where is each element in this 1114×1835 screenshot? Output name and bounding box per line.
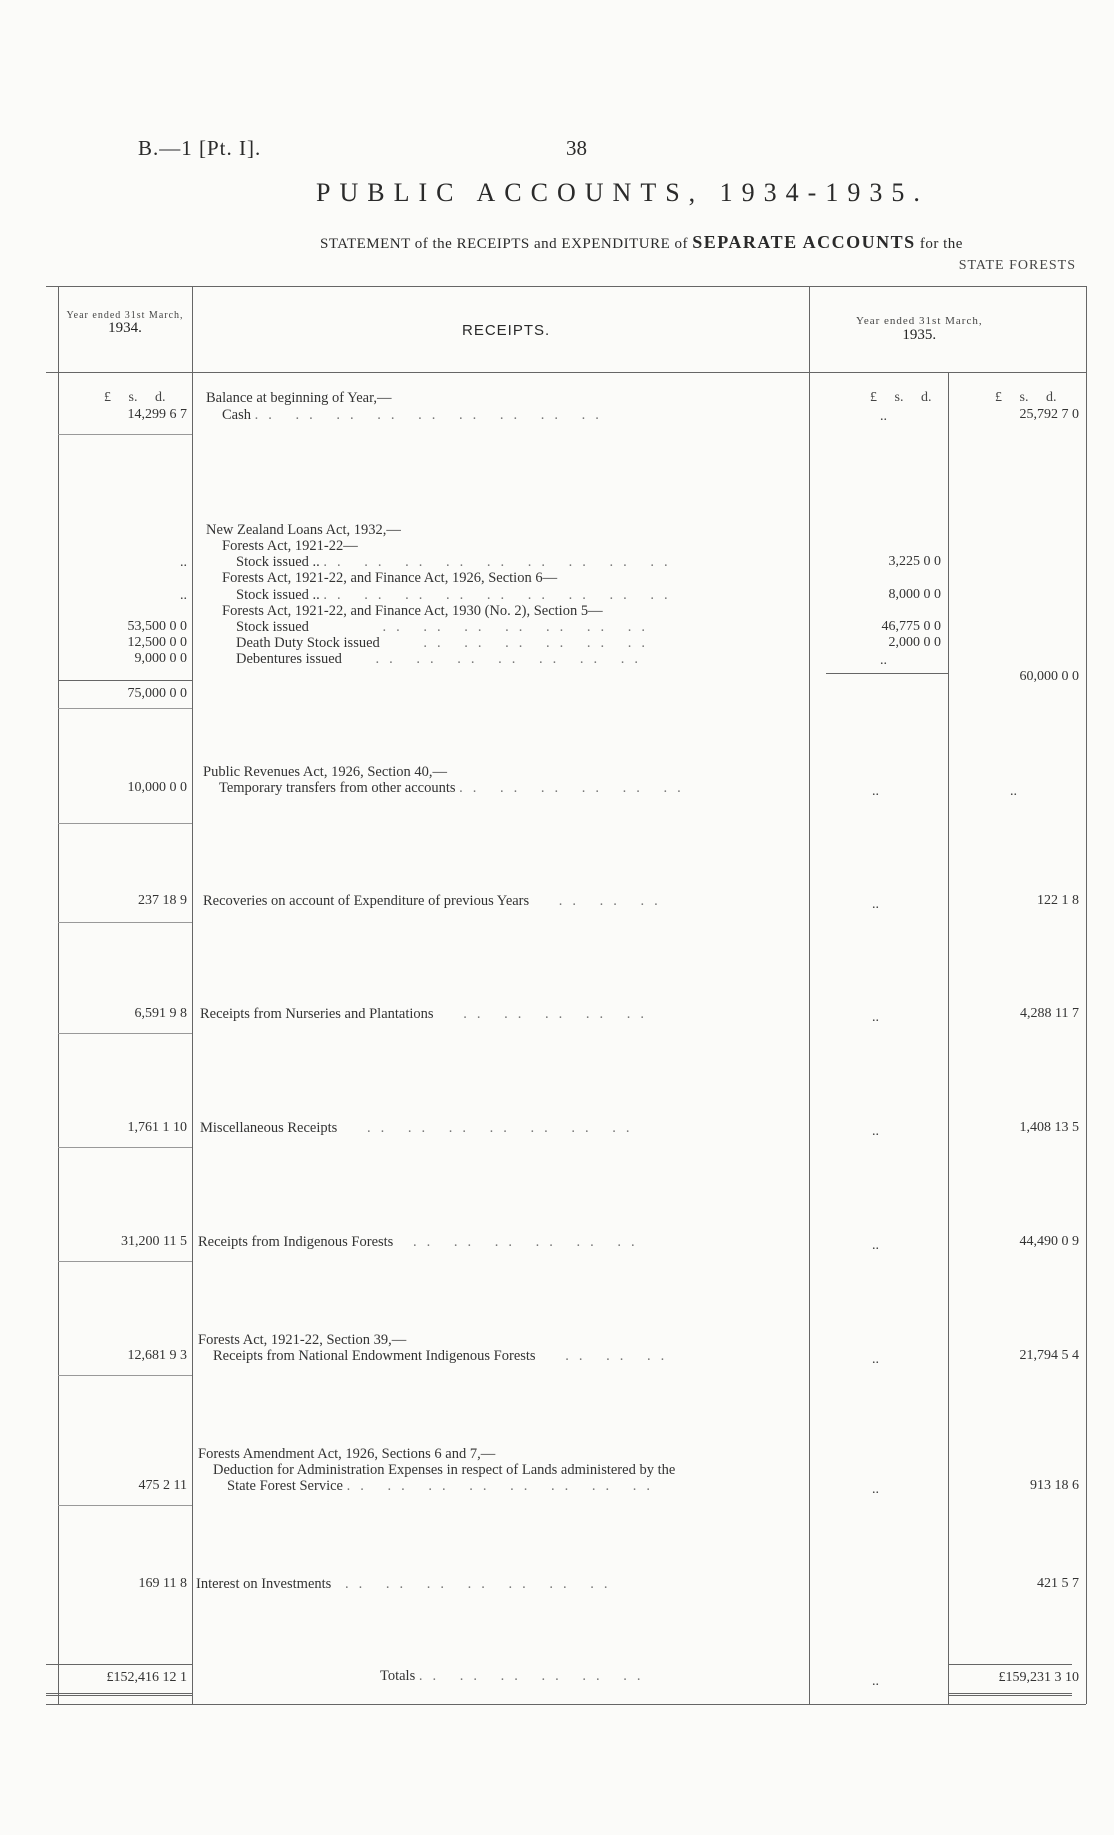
misc-line: Miscellaneous Receipts .. .. .. .. .. .. ..: [200, 1120, 640, 1136]
endowment-heading: Forests Act, 1921-22, Section 39,—: [198, 1332, 407, 1348]
loans-sub3-amount2: 2,000 0 0: [888, 635, 941, 650]
indigenous-rule: [58, 1261, 192, 1262]
public-revenues-line-label: Temporary transfers from other accounts: [219, 780, 456, 796]
loans-sub3-line1-label: Stock issued: [236, 619, 309, 635]
amendment-line1: Deduction for Administration Expenses in respect of Lands administered by the: [213, 1462, 676, 1478]
header-curr-year-value: 1935.: [902, 327, 937, 343]
table-top-rule: [46, 286, 1086, 287]
currency-heading-curr: £ s. d.: [995, 390, 1057, 405]
totals-line: Totals .. .. .. .. .. ..: [380, 1668, 651, 1684]
amendment-sub: ..: [872, 1482, 879, 1497]
header-prev-year-value: 1934.: [108, 320, 142, 336]
recoveries-rule: [58, 922, 192, 923]
table-bottom-rule: [46, 1704, 1086, 1705]
recoveries-line-label: Recoveries on account of Expenditure of previous Years: [203, 893, 530, 909]
loans-sub2-heading: Forests Act, 1921-22, and Finance Act, 1926, Section 6—: [222, 570, 558, 586]
col-rule-prev-year: [192, 286, 193, 1704]
header-bottom-rule: [46, 372, 1086, 373]
balance-line: Cash .. .. .. .. .. .. .. .. ..: [222, 407, 609, 423]
recoveries-curr: 122 1 8: [1037, 893, 1079, 908]
amendment-heading: Forests Amendment Act, 1926, Sections 6 and 7,—: [198, 1446, 496, 1462]
public-revenues-curr: ..: [1010, 784, 1017, 799]
nurseries-curr: 4,288 11 7: [1020, 1006, 1079, 1021]
loans-sub3-amount1: 46,775 0 0: [881, 619, 941, 634]
loans-curr-total: 60,000 0 0: [1019, 669, 1079, 684]
recoveries-line: Recoveries on account of Expenditure of previous Years .. .. ..: [203, 893, 668, 909]
endowment-line: Receipts from National Endowment Indigenous Forests .. .. ..: [213, 1348, 675, 1364]
statement-subtitle: [320, 232, 963, 253]
loans-prev-total: 75,000 0 0: [127, 686, 187, 701]
loans-sub1-line: Stock issued .. .. .. .. .. .. .. .. .. ..: [236, 554, 678, 570]
amendment-prev: 475 2 11: [138, 1478, 187, 1493]
loans-sub1-heading: Forests Act, 1921-22—: [222, 538, 358, 554]
totals-prev: £152,416 12 1: [106, 1670, 187, 1685]
loans-sub2-amount: 8,000 0 0: [888, 587, 941, 602]
public-revenues-line: Temporary transfers from other accounts .. .. .. .. .. ..: [219, 780, 691, 796]
loans-sub1-line-label: Stock issued ..: [236, 554, 320, 570]
amendment-rule: [58, 1505, 192, 1506]
loans-heading: New Zealand Loans Act, 1932,—: [206, 522, 401, 538]
loans-sub3-line3-label: Debentures issued: [236, 651, 342, 667]
balance-curr-amount: 25,792 7 0: [1019, 407, 1079, 422]
misc-sub: ..: [872, 1124, 879, 1139]
subtitle-separate-accounts: SEPARATE ACCOUNTS: [692, 232, 916, 252]
recoveries-prev: 237 18 9: [138, 893, 187, 908]
subtitle-state-forests: STATE FORESTS: [958, 258, 1076, 273]
amendment-line2-label: State Forest Service: [227, 1478, 343, 1494]
indigenous-curr: 44,490 0 9: [1019, 1234, 1079, 1249]
header-prev-year: [60, 310, 190, 334]
col-rule-right: [1086, 286, 1087, 1704]
loans-sub-subtotal-rule: [826, 673, 948, 674]
header-prev-year-label: Year ended 31st March,: [66, 310, 184, 321]
amendment-line2: State Forest Service .. .. .. .. .. .. .. ..: [227, 1478, 660, 1494]
recoveries-sub: ..: [872, 897, 879, 912]
subtitle-suffix: for the: [919, 236, 963, 252]
misc-line-label: Miscellaneous Receipts: [200, 1120, 338, 1136]
col-rule-sub-amount: [948, 372, 949, 1704]
endowment-line-label: Receipts from National Endowment Indigenous Forests: [213, 1348, 536, 1364]
currency-heading-sub: £ s. d.: [870, 390, 932, 405]
nurseries-sub: ..: [872, 1010, 879, 1025]
endowment-prev: 12,681 9 3: [127, 1348, 187, 1363]
balance-prev-amount: 14,299 6 7: [127, 407, 187, 422]
balance-line-label: Cash: [222, 407, 251, 423]
nurseries-prev: 6,591 9 8: [134, 1006, 187, 1021]
loans-prev-subtotal-rule: [58, 680, 192, 681]
endowment-sub: ..: [872, 1352, 879, 1367]
loans-sub3-heading: Forests Act, 1921-22, and Finance Act, 1930 (No. 2), Section 5—: [222, 603, 603, 619]
header-receipts: RECEIPTS.: [462, 322, 551, 339]
interest-line-label: Interest on Investments: [196, 1576, 332, 1592]
loans-sub3-amount3: ..: [880, 653, 887, 668]
totals-curr: £159,231 3 10: [998, 1670, 1079, 1685]
subtitle-prefix: STATEMENT of the RECEIPTS and EXPENDITURE of: [320, 236, 688, 252]
loans-sub3-prev2: 12,500 0 0: [127, 635, 187, 650]
endowment-curr: 21,794 5 4: [1019, 1348, 1079, 1363]
indigenous-sub: ..: [872, 1238, 879, 1253]
interest-curr: 421 5 7: [1037, 1576, 1079, 1591]
endowment-rule: [58, 1375, 192, 1376]
indigenous-line-label: Receipts from Indigenous Forests: [198, 1234, 394, 1250]
loans-sub1-prev: ..: [180, 555, 187, 570]
totals-label: Totals: [380, 1668, 416, 1684]
loans-sub2-line: Stock issued .. .. .. .. .. .. .. .. .. ..: [236, 587, 678, 603]
loans-sub3-line1: Stock issued .. .. .. .. .. .. ..: [236, 619, 656, 635]
misc-prev: 1,761 1 10: [127, 1120, 187, 1135]
loans-sub1-amount: 3,225 0 0: [888, 554, 941, 569]
nurseries-line: Receipts from Nurseries and Plantations .. .. .. .. ..: [200, 1006, 654, 1022]
interest-line: Interest on Investments .. .. .. .. .. .. ..: [196, 1576, 618, 1592]
balance-rule: [58, 434, 192, 435]
balance-heading: Balance at beginning of Year,—: [206, 390, 392, 406]
header-curr-year-label: Year ended 31st March,: [856, 315, 983, 327]
public-revenues-prev: 10,000 0 0: [127, 780, 187, 795]
indigenous-line: Receipts from Indigenous Forests .. .. .. .. .. ..: [198, 1234, 645, 1250]
header-curr-year: [856, 314, 983, 342]
indigenous-prev: 31,200 11 5: [121, 1234, 187, 1249]
page-title: PUBLIC ACCOUNTS, 1934-1935.: [316, 178, 929, 207]
page-number: 38: [566, 136, 587, 160]
col-rule-receipts: [809, 286, 810, 1704]
misc-curr: 1,408 13 5: [1019, 1120, 1079, 1135]
loans-sub2-prev: ..: [180, 588, 187, 603]
loans-sub3-line3: Debentures issued .. .. .. .. .. .. ..: [236, 651, 649, 667]
amendment-curr: 913 18 6: [1030, 1478, 1079, 1493]
document-reference: B.—1 [Pt. I].: [138, 136, 262, 160]
currency-heading-prev: £ s. d.: [104, 390, 166, 405]
nurseries-rule: [58, 1033, 192, 1034]
loans-sub3-prev3: 9,000 0 0: [134, 651, 187, 666]
nurseries-line-label: Receipts from Nurseries and Plantations: [200, 1006, 434, 1022]
public-revenues-sub: ..: [872, 784, 879, 799]
col-rule-left: [58, 286, 59, 1704]
loans-sub3-prev1: 53,500 0 0: [127, 619, 187, 634]
balance-sub-amount: ..: [880, 409, 887, 424]
loans-rule: [58, 708, 192, 709]
public-revenues-heading: Public Revenues Act, 1926, Section 40,—: [203, 764, 448, 780]
loans-sub2-line-label: Stock issued ..: [236, 587, 320, 603]
misc-rule: [58, 1147, 192, 1148]
public-revenues-rule: [58, 823, 192, 824]
loans-sub3-line2: Death Duty Stock issued .. .. .. .. .. ..: [236, 635, 656, 651]
loans-sub3-line2-label: Death Duty Stock issued: [236, 635, 380, 651]
interest-prev: 169 11 8: [138, 1576, 187, 1591]
totals-sub: ..: [872, 1674, 879, 1689]
